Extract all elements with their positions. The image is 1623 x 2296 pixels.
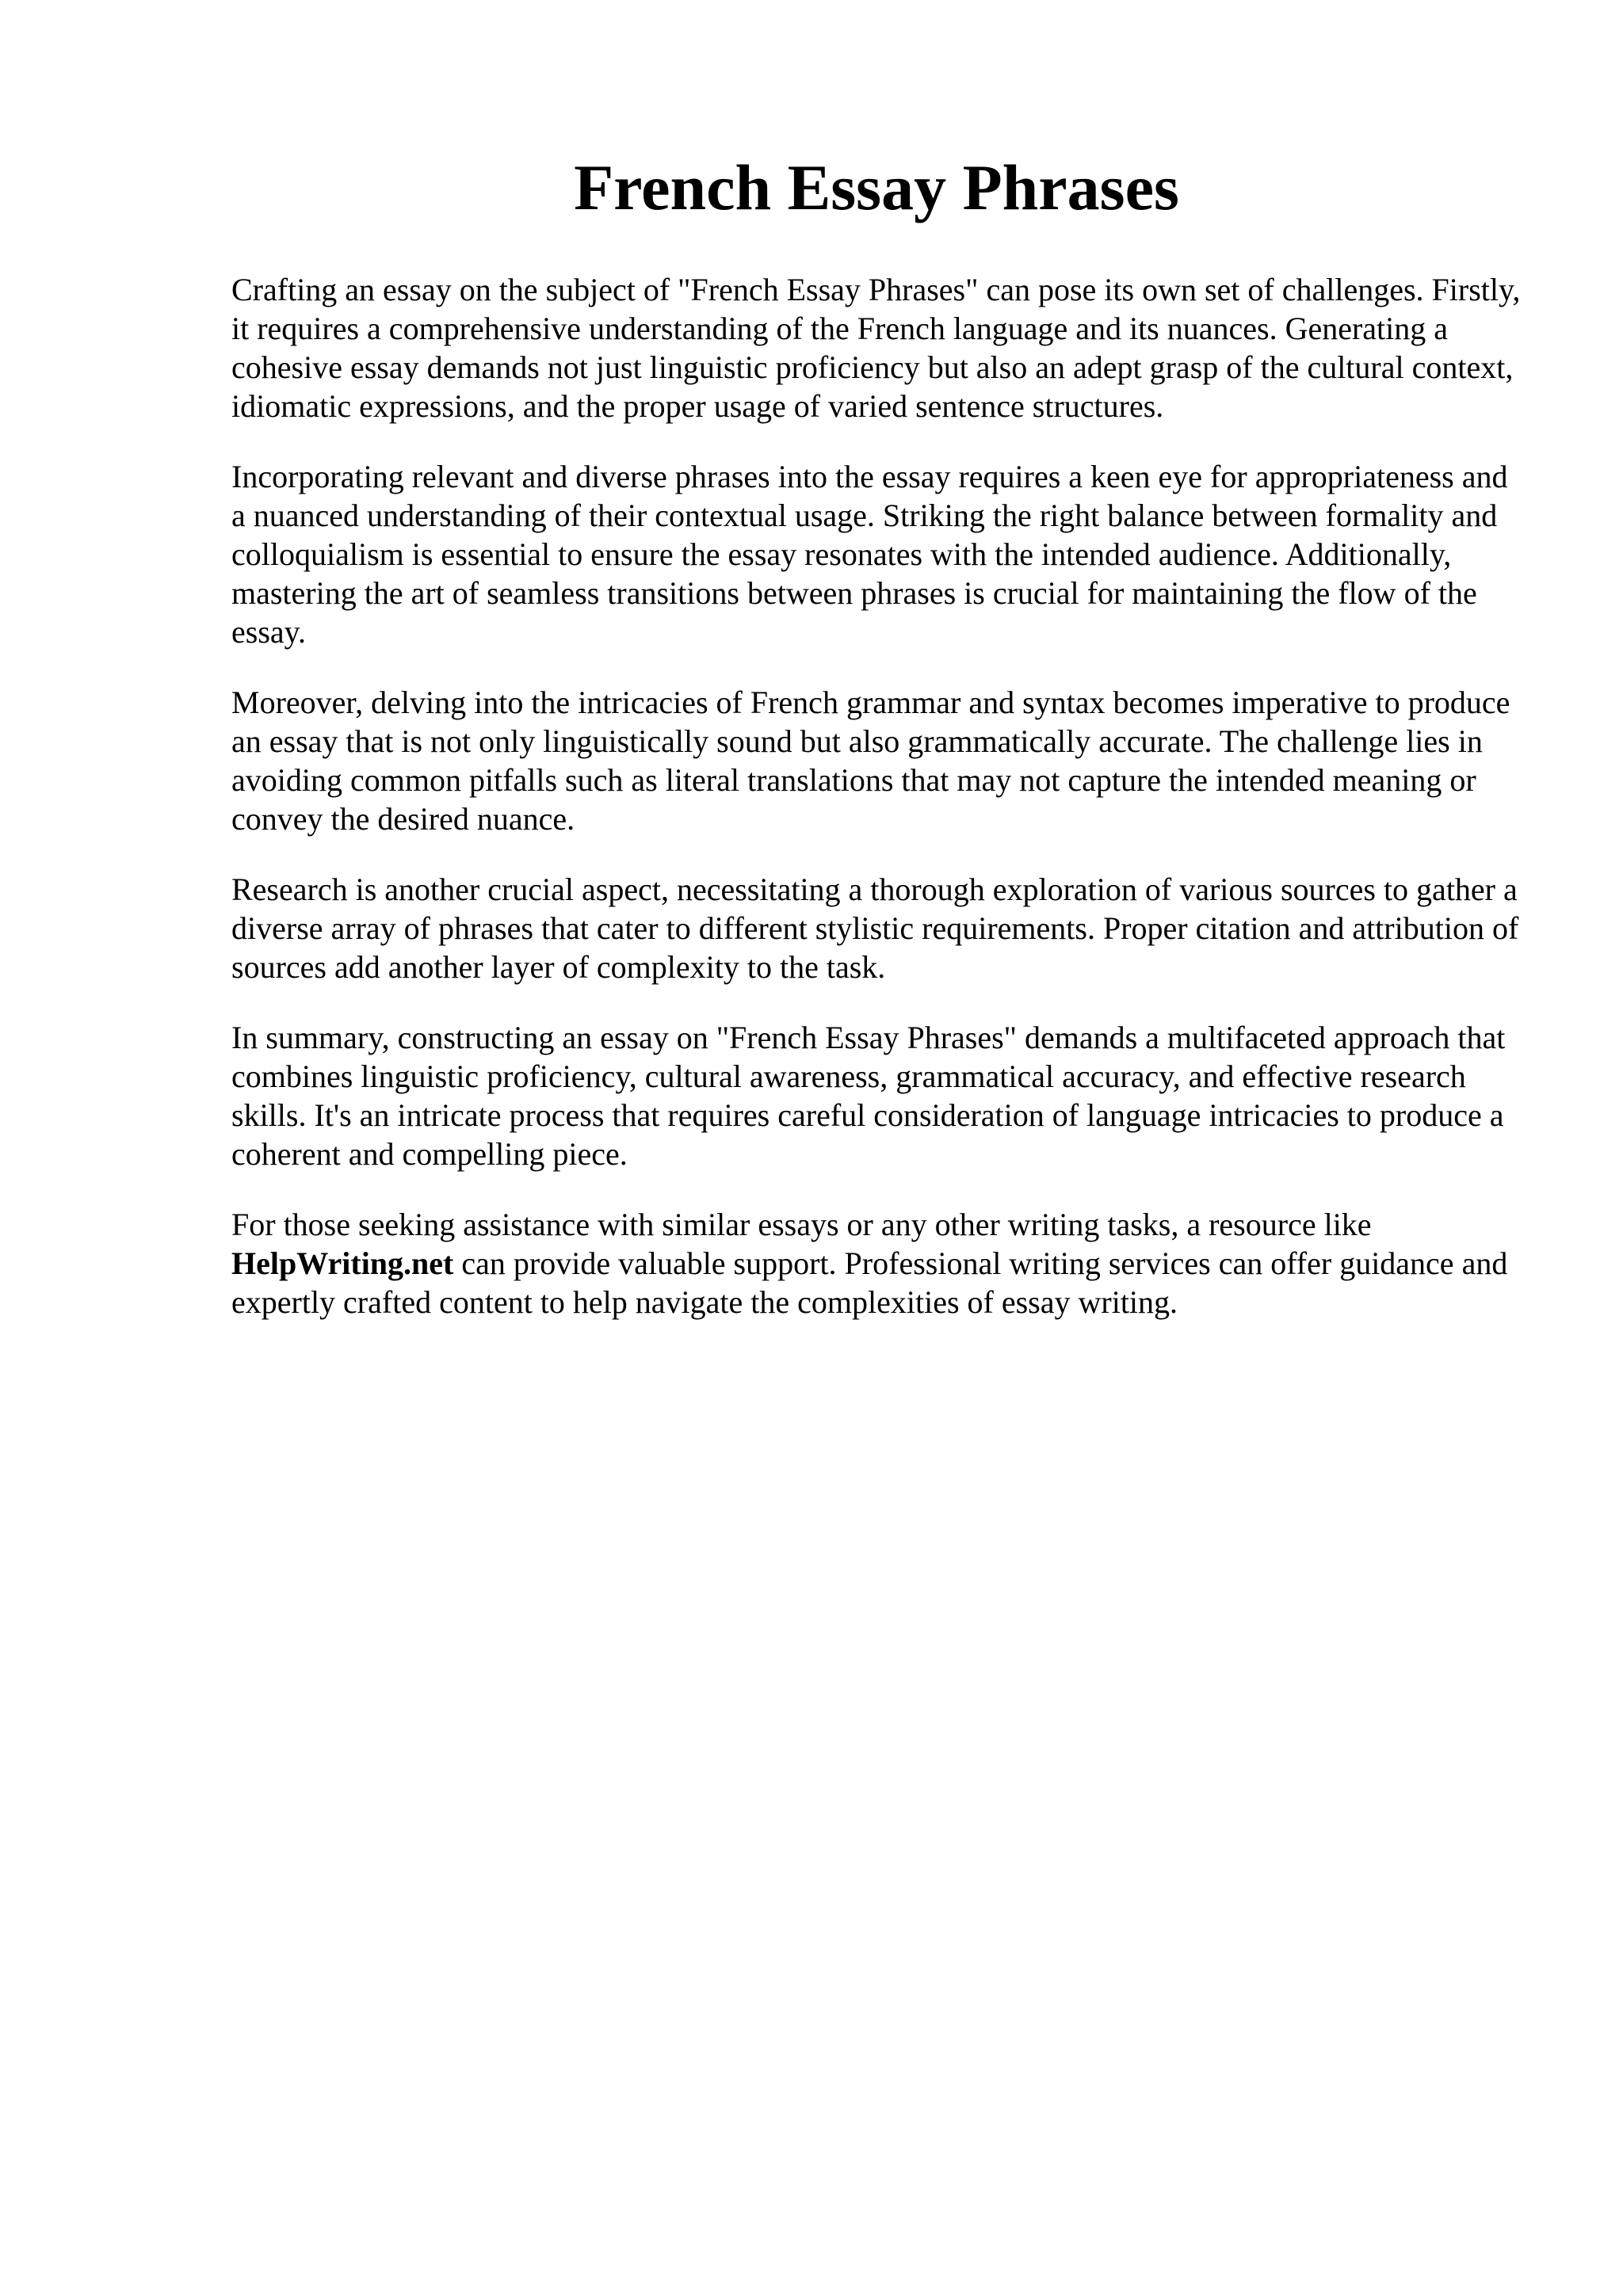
helpwriting-brand-name: HelpWriting.net	[231, 1245, 454, 1281]
closing-lead-text: For those seeking assistance with similar essays or any other writing tasks, a resource like	[231, 1207, 1372, 1242]
paragraph-5: In summary, constructing an essay on "French Essay Phrases" demands a multifaceted approach that combines linguistic proficiency, cultural awareness, grammatical accuracy, and effective research skills. It's an intricate process that requires careful consideration of language intricacies to produce a coherent and compelling piece.	[231, 1020, 1506, 1172]
closing-paragraph	[231, 1205, 1522, 1322]
paragraph-4: Research is another crucial aspect, necessitating a thorough exploration of various sources to gather a diverse array of phrases that cater to different stylistic requirements. Proper citation and attribution of sources add another layer of complexity to the task.	[231, 871, 1519, 985]
closing-tail-text: can provide valuable support. Professional writing services can offer guidance and expertly crafted content to help navigate the complexities of essay writing.	[231, 1245, 1508, 1320]
paragraph-2: Incorporating relevant and diverse phrases into the essay requires a keen eye for appropriateness and a nuanced understanding of their contextual usage. Striking the right balance between formality and colloquialism is essential to ensure the essay resonates with the intended audience. Additionally, mastering the art of seamless transitions between phrases is crucial for maintaining the flow of the essay.	[231, 459, 1508, 650]
paragraph-1: Crafting an essay on the subject of "French Essay Phrases" can pose its own set of challenges. Firstly, it requires a comprehensive understanding of the French language and its nuances. Generating a cohesive essay demands not just linguistic proficiency but also an adept grasp of the cultural context, idiomatic expressions, and the proper usage of varied sentence structures.	[231, 272, 1521, 424]
paragraph-3: Moreover, delving into the intricacies of French grammar and syntax becomes imperative to produce an essay that is not only linguistically sound but also grammatically accurate. The challenge lies in avoiding common pitfalls such as literal translations that may not capture the intended meaning or convey the desired nuance.	[231, 685, 1510, 837]
document-body	[231, 0, 1522, 1322]
document-title: French Essay Phrases	[574, 151, 1179, 223]
